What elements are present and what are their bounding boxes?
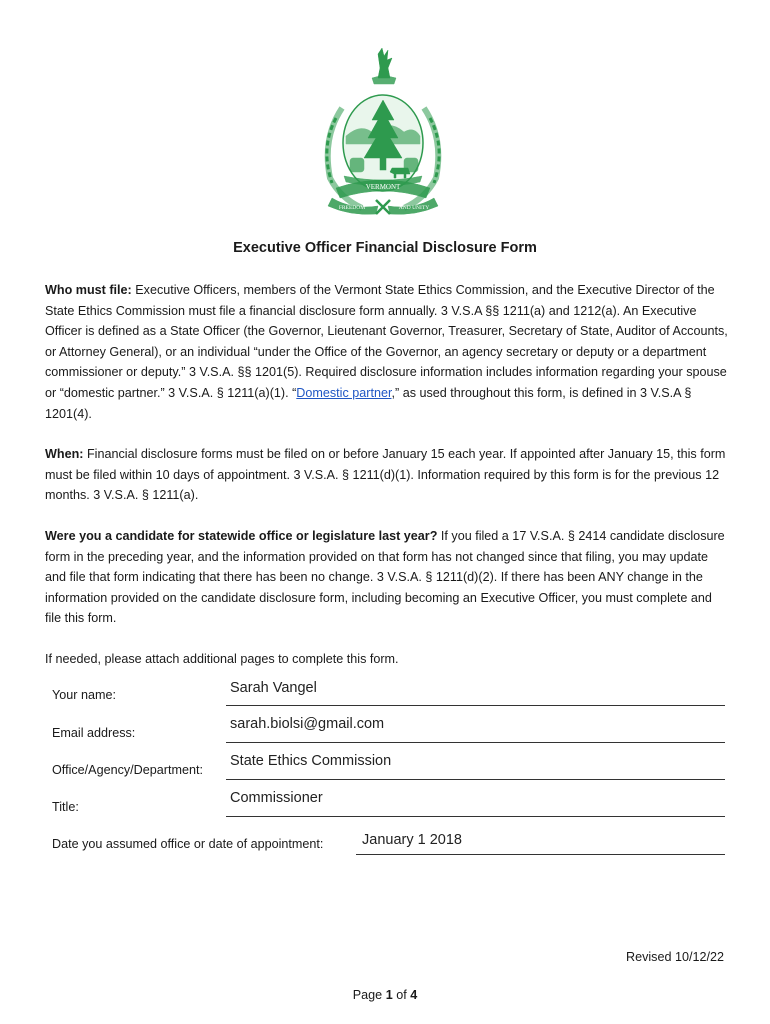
office-field-line (226, 779, 725, 780)
who-must-file-text-2: ,” as used throughout this form, is defined in 3 V.S.A § 1201(4). (45, 385, 692, 421)
attach-note: If needed, please attach additional pages to complete this form. (45, 652, 399, 666)
title-label: Title: (52, 800, 79, 814)
name-label: Your name: (52, 688, 116, 702)
office-label: Office/Agency/Department: (52, 763, 203, 777)
seal-motto-right: AND UNITY (398, 205, 430, 211)
who-must-file-label: Who must file: (45, 283, 132, 297)
seal-state-name: VERMONT (365, 183, 401, 191)
page-of: of (396, 988, 407, 1002)
vermont-seal-image (312, 48, 454, 216)
form-title: Executive Officer Financial Disclosure Form (233, 240, 537, 256)
title-field-line (226, 816, 725, 817)
email-label: Email address: (52, 726, 136, 740)
candidate-label: Were you a candidate for statewide office or legislature last year? (45, 529, 438, 543)
page-total: 4 (410, 988, 418, 1002)
candidate-text: If you filed a 17 V.S.A. § 2414 candidate disclosure form in the preceding year, and the information provided on that form has not changed since that filing, you may update and file that form indicating that there has been no change. 3 V.S.A. § 1211(d)(2). If there has been ANY change in the information provided on the candidate disclosure form, including becoming an Executive Officer, you must complete and file this form. (45, 529, 725, 626)
domestic-partner-link[interactable]: Domestic partner (296, 385, 392, 400)
page-number (0, 988, 770, 1002)
name-field-line (226, 705, 725, 706)
who-must-file-text-1: Executive Officers, members of the Vermont State Ethics Commission, and the Executive Director of the State Ethics Commission must file a financial disclosure form annually. 3 V.S.A §§ 1211(a) and 1212(a). An Executive Officer is defined as a State Officer (the Governor, Lieutenant Governor, Treasurer, Secretary of State, Auditor of Accounts, or Attorney General), or an individual “under the Office of the Governor, an agency secretary or deputy or a department commissioner or deputy.” 3 V.S.A. §§ 1201(5). Required disclosure information includes information regarding your spouse or “domestic partner.” 3 V.S.A. § 1211(a)(1). “ (45, 283, 728, 400)
date-label: Date you assumed office or date of appointment: (52, 837, 324, 851)
page-current: 1 (385, 988, 393, 1002)
page-word: Page (352, 988, 383, 1002)
seal-motto-left: FREEDOM (338, 205, 366, 211)
who-must-file-paragraph (45, 280, 730, 424)
name-value[interactable]: Sarah Vangel (230, 680, 317, 696)
when-paragraph (45, 444, 730, 506)
title-value[interactable]: Commissioner (230, 790, 323, 806)
when-label: When: (45, 447, 84, 461)
email-field-line (226, 742, 725, 743)
revised-date: Revised 10/12/22 (625, 950, 724, 964)
email-value[interactable]: sarah.biolsi@gmail.com (230, 716, 385, 732)
date-field-line (356, 854, 725, 855)
candidate-paragraph (45, 526, 730, 629)
date-value[interactable]: January 1 2018 (362, 832, 462, 848)
office-value[interactable]: State Ethics Commission (230, 753, 392, 769)
when-text: Financial disclosure forms must be filed on or before January 15 each year. If appointed after January 15, this form must be filed within 10 days of appointment. 3 V.S.A. § 1211(d)(1). Information required by this form is for the previous 12 months. 3 V.S.A. § 1211(a). (45, 447, 726, 503)
